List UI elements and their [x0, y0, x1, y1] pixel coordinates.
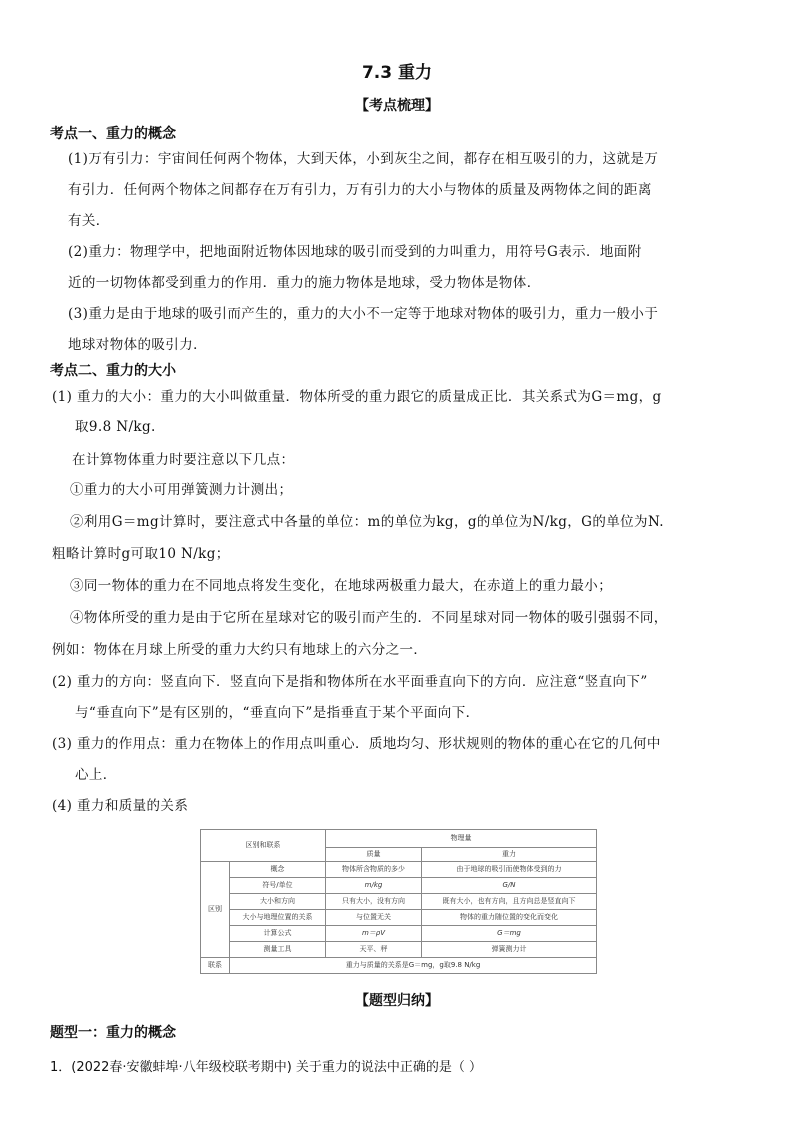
point1-line-6: (3)重力是由于地球的吸引而产生的，重力的大小不一定等于地球对物体的吸引力，重力一般小于: [68, 306, 659, 322]
point2-line-13: 心上．: [75, 767, 117, 783]
point2-heading: 考点二、重力的大小: [50, 363, 176, 379]
point1-line-2: 有引力．任何两个物体之间都存在万有引力，万有引力的大小与物体的质量及两物体之间的距离: [68, 182, 652, 198]
table-cell-mass: m/kg: [326, 878, 422, 894]
table-link-text: 重力与质量的关系是G＝mg，g取9.8 N/kg: [230, 958, 597, 974]
point2-line-8: ④物体所受的重力是由于它所在星球对它的吸引而产生的．不同星球对同一物体的吸引强弱不同，: [70, 610, 668, 626]
point1-line-5: 近的一切物体都受到重力的作用．重力的施力物体是地球，受力物体是物体．: [68, 275, 541, 291]
point2-line-2: 取9.8 N/kg.: [75, 419, 156, 435]
table-col-gravity: 重力: [422, 848, 597, 862]
table-cell-mass: m＝ρV: [326, 926, 422, 942]
table-row-label: 测量工具: [230, 942, 326, 958]
point2-line-6: 粗略计算时g可取10 N/kg；: [52, 546, 230, 562]
table-row: [201, 942, 597, 958]
type1-heading: 题型一：重力的概念: [50, 1025, 176, 1041]
section-review-heading: 【考点梳理】: [355, 98, 439, 114]
table-cell-mass: 天平、秤: [326, 942, 422, 958]
table-corner: 区别和联系: [201, 830, 326, 862]
point1-line-7: 地球对物体的吸引力．: [68, 337, 207, 353]
page-title: 7.3 重力: [361, 63, 433, 83]
table-col-mass: 质量: [326, 848, 422, 862]
table-row: [201, 910, 597, 926]
point1-line-4: (2)重力：物理学中，把地面附近物体因地球的吸引而受到的力叫重力，用符号G表示．地面附: [68, 244, 642, 260]
table-row: [201, 894, 597, 910]
table-link-label: 联系: [201, 958, 230, 974]
point2-line-7: ③同一物体的重力在不同地点将发生变化，在地球两极重力最大，在赤道上的重力最小；: [70, 578, 613, 594]
section-types-heading: 【题型归纳】: [355, 993, 439, 1009]
table-row: [201, 926, 597, 942]
table-row-label: 大小和方向: [230, 894, 326, 910]
table-row-label: 概念: [230, 862, 326, 878]
table-cell-gravity: 弹簧测力计: [422, 942, 597, 958]
point2-line-12: (3) 重力的作用点：重力在物体上的作用点叫重心．质地均匀、形状规则的物体的重心在它的几何中: [52, 736, 661, 752]
point2-line-5: ②利用G＝mg计算时，要注意式中各量的单位：m的单位为kg，g的单位为N/kg，G的单位为N.: [70, 514, 664, 530]
table-cell-mass: 只有大小，没有方向: [326, 894, 422, 910]
table-cell-gravity: G＝mg: [422, 926, 597, 942]
table-row-label: 计算公式: [230, 926, 326, 942]
table-cell-mass: 与位置无关: [326, 910, 422, 926]
table-row-label: 大小与地理位置的关系: [230, 910, 326, 926]
table-cell-gravity: 物体的重力随位置的变化而变化: [422, 910, 597, 926]
table-row: [201, 958, 597, 974]
point2-line-4: ①重力的大小可用弹簧测力计测出；: [70, 482, 293, 498]
table-row: [201, 878, 597, 894]
point2-line-10: (2) 重力的方向：竖直向下．竖直向下是指和物体所在水平面垂直向下的方向．应注意“竖直向下”: [52, 674, 648, 690]
point1-line-3: 有关．: [68, 213, 110, 229]
point2-line-1: (1) 重力的大小：重力的大小叫做重量．物体所受的重力跟它的质量成正比．其关系式为G＝mg，g: [52, 389, 662, 405]
table-diff-label: 区别: [201, 862, 230, 958]
table-row: [201, 862, 597, 878]
point2-line-9: 例如：物体在月球上所受的重力大约只有地球上的六分之一．: [52, 642, 428, 658]
point2-line-3: 在计算物体重力时要注意以下几点：: [72, 452, 295, 468]
table-row-label: 符号/单位: [230, 878, 326, 894]
table-cell-gravity: G/N: [422, 878, 597, 894]
table-cell-mass: 物体所含物质的多少: [326, 862, 422, 878]
point2-line-11: 与“垂直向下”是有区别的，“垂直向下”是指垂直于某个平面向下．: [75, 705, 480, 721]
point1-line-1: (1)万有引力：宇宙间任何两个物体，大到天体，小到灰尘之间，都存在相互吸引的力，这就是万: [68, 151, 659, 167]
mass-gravity-table: [200, 829, 597, 974]
table-cell-gravity: 由于地球的吸引而使物体受到的力: [422, 862, 597, 878]
table-group-header: 物理量: [326, 830, 597, 848]
table-cell-gravity: 既有大小，也有方向，且方向总是竖直向下: [422, 894, 597, 910]
question-1: 1．(2022春·安徽蚌埠·八年级校联考期中) 关于重力的说法中正确的是（ ）: [50, 1060, 483, 1075]
point2-line-14: (4) 重力和质量的关系: [52, 798, 189, 814]
point1-heading: 考点一、重力的概念: [50, 126, 176, 142]
